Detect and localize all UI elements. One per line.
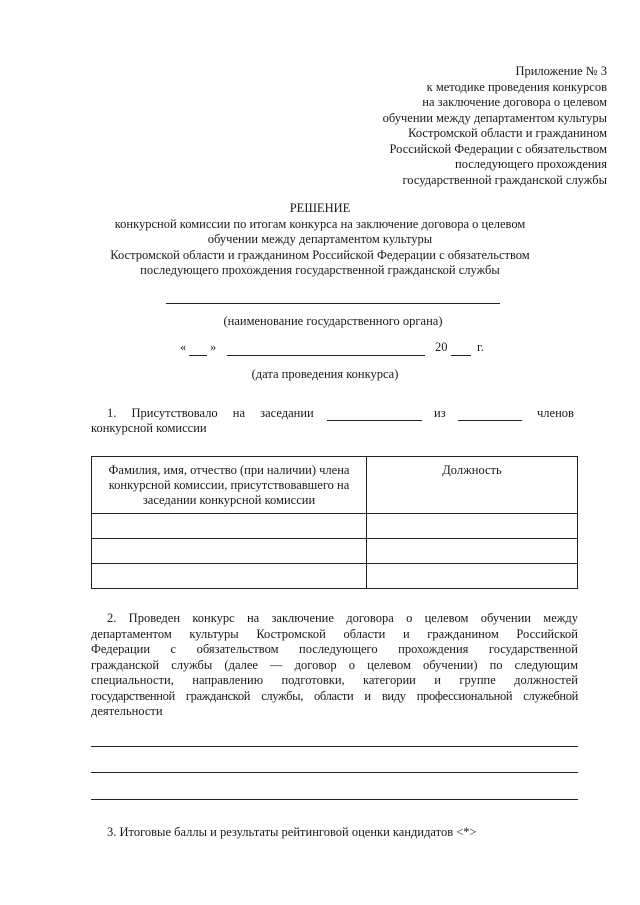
date-open-quote: « xyxy=(180,340,187,354)
table-cell-position[interactable] xyxy=(367,539,578,564)
date-caption: (дата проведения конкурса) xyxy=(251,367,399,381)
fill-in-line[interactable] xyxy=(91,772,578,773)
section2-line: гражданской службы (далее — договор о целевом обучении) по следующим xyxy=(91,657,578,672)
appendix-line: государственной гражданской службы xyxy=(402,172,607,187)
date-day-line xyxy=(189,355,207,356)
fill-in-line[interactable] xyxy=(91,799,578,800)
members-table xyxy=(91,456,578,589)
date-year-suffix: г. xyxy=(477,340,484,354)
document-title xyxy=(60,201,580,279)
table-row xyxy=(92,514,578,539)
section1-text-line2: конкурсной комиссии xyxy=(91,421,207,435)
table-cell-position[interactable] xyxy=(367,514,578,539)
section2-line: деятельности xyxy=(91,704,163,718)
section1-text-part2: из xyxy=(434,406,446,420)
fill-in-line[interactable] xyxy=(91,746,578,747)
date-year-prefix: 20 xyxy=(435,340,448,354)
section2-line: Федерации с обязательством последующего прохождения государственной xyxy=(91,642,578,656)
appendix-block xyxy=(307,64,607,188)
section3-text: 3. Итоговые баллы и результаты рейтинговой оценки кандидатов <*> xyxy=(107,825,477,839)
header-position: Должность xyxy=(367,457,578,514)
org-name-caption: (наименование государственного органа) xyxy=(223,314,443,328)
header-member-name: Фамилия, имя, отчество (при наличии) члена конкурсной комиссии, присутствовавшего на заседании конкурсной комиссии xyxy=(92,457,367,514)
date-year-line xyxy=(451,355,471,356)
table-cell-name[interactable] xyxy=(92,564,367,589)
section2-line: государственной гражданской службы, области и виду профессиональной служебной xyxy=(91,688,578,703)
section2-line: департаментом культуры Костромской области и гражданином Российской xyxy=(91,626,578,641)
table-cell-name[interactable] xyxy=(92,539,367,564)
table-row xyxy=(92,539,578,564)
title-line: конкурсной комиссии по итогам конкурса на заключение договора о целевом xyxy=(114,216,526,231)
appendix-line: Приложение № 3 xyxy=(515,64,607,78)
table-cell-position[interactable] xyxy=(367,564,578,589)
section1-text-part3: членов xyxy=(537,406,574,420)
table-header-row xyxy=(92,457,578,514)
table-cell-name[interactable] xyxy=(92,514,367,539)
date-close-quote: » xyxy=(210,340,217,354)
appendix-line: на заключение договора о целевом xyxy=(422,95,607,109)
appendix-line: Российской Федерации с обязательством xyxy=(389,141,607,156)
section1-present-line xyxy=(327,420,422,421)
org-name-line xyxy=(166,303,500,304)
title-line: последующего прохождения государственной гражданской службы xyxy=(140,263,500,277)
section1-total-line xyxy=(458,420,522,421)
title-line: обучении между департаментом культуры xyxy=(207,232,433,246)
title-line: Костромской области и гражданином Российской Федерации с обязательством xyxy=(110,247,530,262)
appendix-line: к методике проведения конкурсов xyxy=(426,79,607,94)
section2-line: специальности, направлению подготовки, категории и группе должностей xyxy=(91,673,578,687)
section2-line: 2. Проведен конкурс на заключение договора о целевом обучении между xyxy=(107,611,578,625)
appendix-line: последующего прохождения xyxy=(455,157,607,171)
section1-text-part1: 1. Присутствовало на заседании xyxy=(107,406,314,420)
section2-paragraph xyxy=(91,611,578,720)
appendix-line: Костромской области и гражданином xyxy=(408,126,607,140)
appendix-line: обучении между департаментом культуры xyxy=(382,110,607,125)
title-heading: РЕШЕНИЕ xyxy=(289,201,351,215)
date-month-line xyxy=(227,355,425,356)
table-row xyxy=(92,564,578,589)
